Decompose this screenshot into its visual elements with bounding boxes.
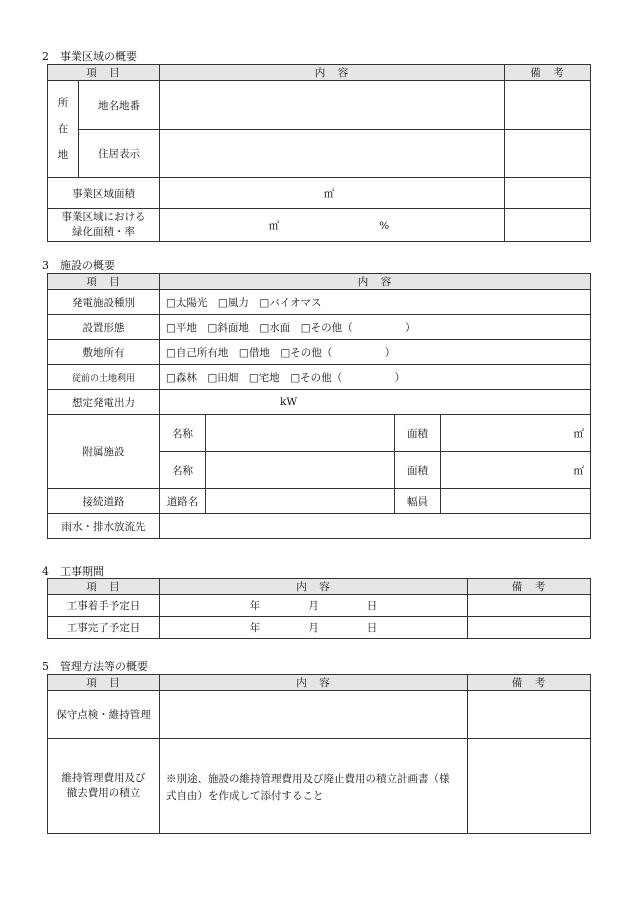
annex-name-field-1[interactable]: [206, 415, 395, 452]
table-row: [48, 340, 591, 365]
header-remarks: 備 考: [468, 675, 591, 691]
road-label: 接続道路: [48, 489, 160, 514]
jukyo-remarks[interactable]: [505, 130, 591, 178]
jukyo-field[interactable]: [160, 130, 505, 178]
annex-name-label: 名称: [160, 452, 206, 489]
end-date-label: 工事完了予定日: [48, 617, 160, 639]
table-row: [48, 691, 591, 739]
area-unit: ㎡: [323, 187, 335, 200]
road-width-field[interactable]: [441, 489, 591, 514]
type-options[interactable]: □太陽光 □風力 □バイオマス: [160, 290, 591, 315]
header-content: 内 容: [160, 675, 468, 691]
annex-area-field-2[interactable]: [441, 452, 591, 489]
table-row: [48, 739, 591, 834]
maintenance-label: 保守点検・維持管理: [48, 691, 160, 739]
business-area-table: [47, 64, 591, 242]
table-row: [48, 130, 591, 178]
section-5-title: 5 管理方法等の概要: [42, 660, 148, 673]
maintenance-remarks[interactable]: [468, 691, 591, 739]
chiban-label: 地名地番: [79, 81, 160, 130]
annex-name-field-2[interactable]: [206, 452, 395, 489]
table-row: [48, 489, 591, 514]
green-field[interactable]: [160, 209, 505, 242]
cost-remarks[interactable]: [468, 739, 591, 834]
chiban-remarks[interactable]: [505, 81, 591, 130]
end-date-remarks[interactable]: [468, 617, 591, 639]
header-remarks: 備 考: [505, 65, 591, 81]
table-row: [48, 81, 591, 130]
cost-label: 維持管理費用及び 撤去費用の積立: [48, 739, 160, 834]
output-field[interactable]: [160, 390, 591, 415]
table-header: [48, 579, 591, 595]
green-label: 事業区域における 緑化面積・率: [48, 209, 160, 242]
cost-note: ※別途、施設の維持管理費用及び廃止費用の積立計画書（様式自由）を作成して添付すること: [160, 739, 468, 834]
table-row: [48, 290, 591, 315]
table-row: [48, 315, 591, 340]
maintenance-field[interactable]: [160, 691, 468, 739]
start-date-label: 工事着手予定日: [48, 595, 160, 617]
road-name-field[interactable]: [206, 489, 395, 514]
area-remarks[interactable]: [505, 178, 591, 209]
table-header: [48, 65, 591, 81]
road-width-label: 幅員: [395, 489, 441, 514]
green-unit: ㎡: [268, 219, 280, 232]
section-2-title: 2 事業区域の概要: [42, 50, 137, 63]
table-row: [48, 209, 591, 242]
table-row: [48, 595, 591, 617]
land-label: 敷地所有: [48, 340, 160, 365]
install-label: 設置形態: [48, 315, 160, 340]
annex-area-unit: ㎡: [573, 427, 584, 440]
prev-use-label: 従前の土地利用: [48, 365, 160, 390]
type-label: 発電施設種別: [48, 290, 160, 315]
drain-label: 雨水・排水放流先: [48, 514, 160, 539]
annex-area-field-1[interactable]: [441, 415, 591, 452]
prev-use-options[interactable]: □森林 □田畑 □宅地 □その他（ ）: [160, 365, 591, 390]
area-label: 事業区域面積: [48, 178, 160, 209]
annex-name-label: 名称: [160, 415, 206, 452]
start-date-field[interactable]: 年 月 日: [160, 595, 468, 617]
land-options[interactable]: □自己所有地 □借地 □その他（ ）: [160, 340, 591, 365]
table-row: [48, 415, 591, 452]
section-3-title: 3 施設の概要: [42, 259, 115, 272]
section-4-title: 4 工事期間: [42, 565, 104, 578]
annex-label: 附属施設: [48, 415, 160, 489]
output-unit: kW: [280, 396, 298, 408]
annex-area-unit: ㎡: [573, 464, 584, 477]
annex-area-label: 面積: [395, 452, 441, 489]
location-label: 所 在 地: [48, 81, 79, 178]
green-pct: %: [379, 219, 390, 232]
table-row: [48, 178, 591, 209]
table-row: [48, 514, 591, 539]
table-header: [48, 675, 591, 691]
header-item: 項 目: [48, 579, 160, 595]
end-date-field[interactable]: 年 月 日: [160, 617, 468, 639]
output-label: 想定発電出力: [48, 390, 160, 415]
jukyo-label: 住居表示: [79, 130, 160, 178]
install-options[interactable]: □平地 □斜面地 □水面 □その他（ ）: [160, 315, 591, 340]
header-item: 項 目: [48, 675, 160, 691]
construction-period-table: [47, 578, 591, 639]
header-content: 内 容: [160, 274, 591, 290]
table-row: [48, 390, 591, 415]
chiban-field[interactable]: [160, 81, 505, 130]
facility-table: [47, 273, 591, 539]
area-field[interactable]: [160, 178, 505, 209]
header-content: 内 容: [160, 579, 468, 595]
header-item: 項 目: [48, 65, 160, 81]
header-content: 内 容: [160, 65, 505, 81]
green-remarks[interactable]: [505, 209, 591, 242]
header-remarks: 備 考: [468, 579, 591, 595]
management-table: [47, 674, 591, 834]
road-name-label: 道路名: [160, 489, 206, 514]
header-item: 項 目: [48, 274, 160, 290]
table-header: [48, 274, 591, 290]
drain-field[interactable]: [160, 514, 591, 539]
start-date-remarks[interactable]: [468, 595, 591, 617]
table-row: [48, 365, 591, 390]
table-row: [48, 617, 591, 639]
annex-area-label: 面積: [395, 415, 441, 452]
